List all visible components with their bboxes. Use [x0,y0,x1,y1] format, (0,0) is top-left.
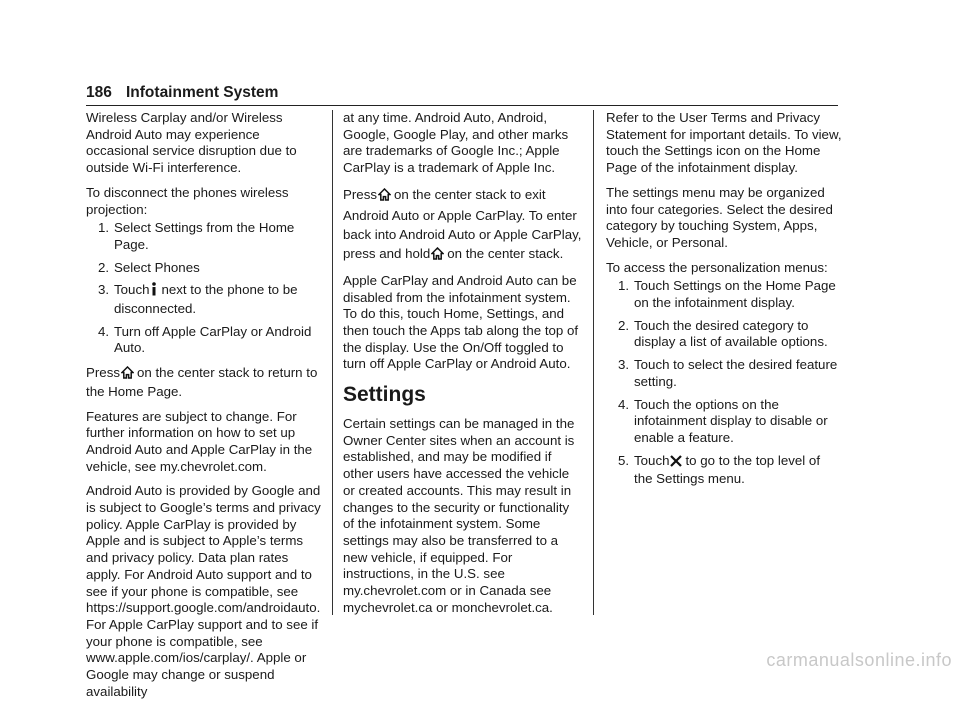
paragraph: Wireless Carplay and/or Wireless Android Auto may experience occasional service disruption due to outside Wi-Fi interference. [86,110,297,176]
disconnect-steps [86,220,324,357]
paragraph: To disconnect the phones wireless projection: [86,184,289,217]
paragraph: The settings menu may be organized into four categories. Select the desired category by touching System, Apps, Vehicle, or Personal. [606,184,833,250]
column-3 [606,110,842,496]
list-item: 2. Touch the desired category to display a list of available options. [618,317,828,350]
column-2 [343,110,583,624]
paragraph: Press on the center stack to return to the Home Page. [86,365,318,399]
list-item: 1. Select Settings from the Home Page. [98,220,295,252]
paragraph: Certain settings can be managed in the Owner Center sites when an account is established, and may be modified if other users have accessed the vehicle or created accounts. This may result in changes to the security or functionality of the infotainment system. Some settings may also be transferred to a new vehicle, if equipped. For instructions, in the U.S. see my.chevrolet.com or in Canada see mychevrolet.ca or monchevrolet.ca. [343,416,575,615]
paragraph: Android Auto is provided by Google and is subject to Google’s terms and privacy policy. Apple CarPlay is provided by Apple and is subject to Apple’s terms and privacy policy. Data plan rates apply. For Android Auto support and to see if your phone is compatible, see https://support.google.com/androidauto. For Apple CarPlay support and to see if your phone is compatible, see www.apple.com/ios/carplay/. Apple or Google may change or suspend availability [86,483,321,699]
close-x-icon [670,455,682,472]
column-divider [332,110,333,615]
column-divider [593,110,594,615]
paragraph: Features are subject to change. For further information on how to set up Android Auto and Apple CarPlay in the vehicle, see my.chevrolet.com. [86,408,313,474]
list-item: 4. Turn off Apple CarPlay or Android Auto. [98,323,312,356]
list-item: 3. Touch next to the phone to be disconnected. [98,282,298,317]
list-item: 1. Touch Settings on the Home Page on the infotainment display. [618,278,836,311]
personalization-steps [606,278,842,488]
page-number: 186 [86,84,112,101]
paragraph: Press on the center stack to exit Android Auto or Apple CarPlay. To enter back into Android Auto or Apple CarPlay, press and hold on the center stack. [343,185,583,265]
list-item: 2. Select Phones [98,259,200,275]
page-header [86,83,838,106]
list-item: 5. Touch to go to the top level of the Settings menu. [618,452,821,487]
watermark: carmanualsonline.info [766,650,952,670]
section-title: Infotainment System [126,84,279,101]
home-icon [121,366,134,384]
paragraph: Refer to the User Terms and Privacy Statement for important details. To view, touch the Settings icon on the Home Page of the infotainment display. [606,110,842,176]
column-1 [86,110,324,709]
settings-heading: Settings [343,383,426,407]
list-item: 3. Touch to select the desired feature setting. [618,357,838,389]
paragraph: To access the personalization menus: [606,259,828,275]
home-icon [378,187,391,206]
info-icon [150,282,158,301]
list-item: 4. Touch the options on the infotainment display to disable or enable a feature. [618,396,828,445]
home-icon [431,246,444,265]
paragraph: at any time. Android Auto, Android, Google, Google Play, and other marks are trademarks of Google Inc.; Apple CarPlay is a trademark of Apple Inc. [343,110,569,176]
paragraph: Apple CarPlay and Android Auto can be disabled from the infotainment system. To do this, touch Home, Settings, and then touch the Apps tab along the top of the display. Use the On/Off toggled to turn off Apple CarPlay or Android Auto. [343,272,579,372]
